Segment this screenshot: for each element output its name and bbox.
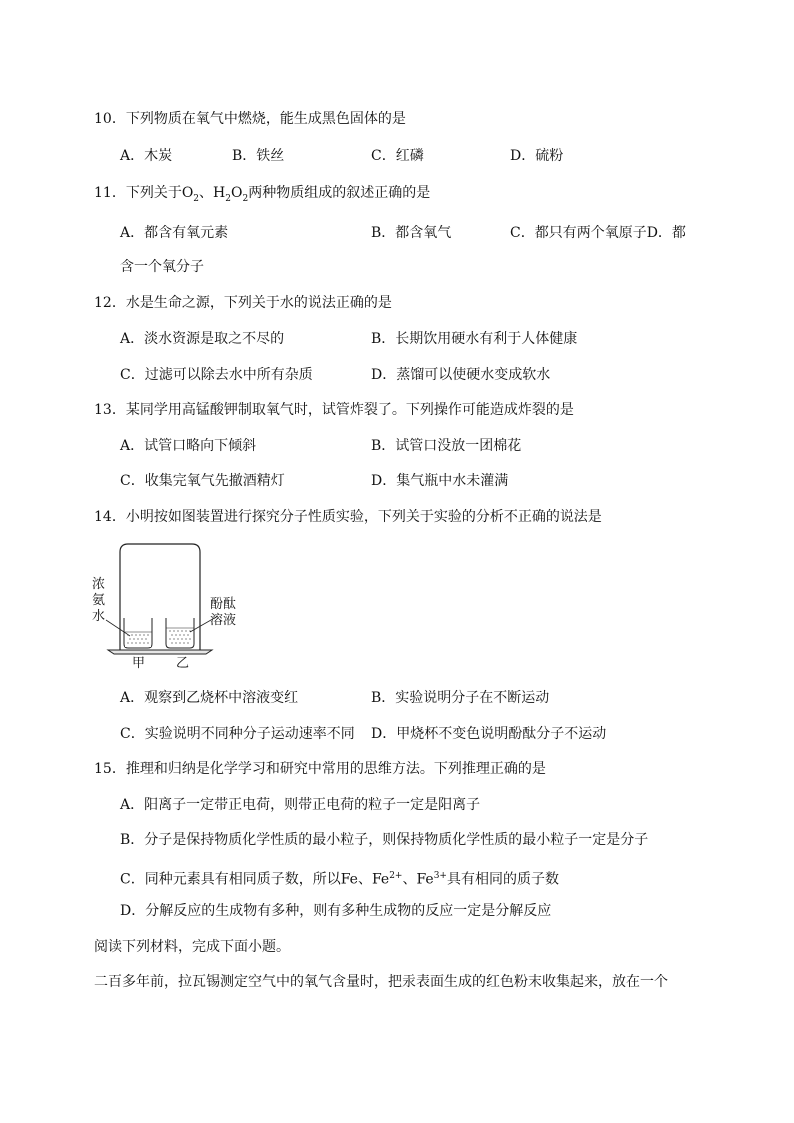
q12-option-c: C．过滤可以除去水中所有杂质: [120, 367, 313, 383]
q11-stem-sub: 2: [225, 193, 231, 204]
q11-stem-sub: 2: [242, 193, 249, 204]
q15-option-c-prefix: C．同种元素具有相同质子数，所以Fe、Fe: [120, 871, 390, 888]
q11-stem-mid: 、H: [199, 185, 226, 201]
label-left-2: 氨: [92, 593, 106, 608]
q11-stem: [94, 183, 430, 209]
label-left-3: 水: [92, 609, 106, 624]
q13-option-b: B．试管口没放一团棉花: [371, 438, 522, 454]
q10-option-b: B．铁丝: [232, 148, 285, 164]
label-left-1: 浓: [92, 577, 106, 592]
q14-stem: 14．小明按如图装置进行探究分子性质实验，下列关于实验的分析不正确的说法是: [94, 509, 602, 525]
q15-option-c-suffix: 具有相同的质子数: [446, 871, 559, 888]
reading-intro: 阅读下列材料，完成下面小题。: [94, 939, 290, 955]
label-beaker-b: 乙: [176, 656, 190, 671]
q15-option-c-mid: 、Fe: [402, 871, 434, 888]
q15-option-c-sup: 2+: [389, 871, 403, 881]
q11-option-a: A．都含有氧元素: [120, 225, 229, 241]
left-leader-line: [106, 620, 130, 636]
q10-option-d: D．硫粉: [510, 148, 564, 164]
q11-option-continuation: 含一个氧分子: [120, 259, 204, 275]
q15-option-c: [120, 866, 559, 890]
q11-stem-suffix: 两种物质组成的叙述正确的是: [248, 185, 431, 201]
q15-stem: 15．推理和归纳是化学学习和研究中常用的思维方法。下列推理正确的是: [94, 761, 546, 777]
molecule-experiment-diagram: [90, 540, 250, 672]
reading-text: 二百多年前，拉瓦锡测定空气中的氧气含量时，把汞表面生成的红色粉末收集起来，放在一个: [94, 974, 668, 990]
q13-option-c: C．收集完氧气先撤酒精灯: [120, 473, 285, 489]
q10-stem: 10．下列物质在氧气中燃烧，能生成黑色固体的是: [94, 111, 406, 127]
q15-option-d: D．分解反应的生成物有多种，则有多种生成物的反应一定是分解反应: [120, 903, 552, 919]
q11-stem-prefix: 11．下列关于O: [94, 185, 194, 201]
q12-option-d: D．蒸馏可以使硬水变成软水: [371, 367, 551, 383]
q12-option-b: B．长期饮用硬水有利于人体健康: [371, 331, 578, 347]
q13-stem: 13．某同学用高锰酸钾制取氧气时，试管炸裂了。下列操作可能造成炸裂的是: [94, 402, 574, 418]
label-right-2: 溶液: [210, 613, 237, 628]
q11-option-b: B．都含氧气: [371, 225, 452, 241]
beaker-b-liquid: [169, 630, 190, 643]
q15-option-a: A．阳离子一定带正电荷，则带正电荷的粒子一定是阳离子: [120, 797, 481, 813]
q15-option-c-sup: 3+: [433, 871, 447, 881]
q14-option-b: B．实验说明分子在不断运动: [371, 690, 550, 706]
q14-option-a: A．观察到乙烧杯中溶液变红: [120, 690, 299, 706]
q11-stem-sub: 2: [193, 193, 200, 204]
q10-option-c: C．红磷: [371, 148, 424, 164]
q15-option-b: B．分子是保持物质化学性质的最小粒子，则保持物质化学性质的最小粒子一定是分子: [120, 832, 649, 848]
q12-stem: 12．水是生命之源，下列关于水的说法正确的是: [94, 295, 392, 311]
q11-stem-mid: O: [230, 185, 243, 201]
q14-option-d: D．甲烧杯不变色说明酚酞分子不运动: [371, 726, 607, 742]
q13-option-d: D．集气瓶中水未灌满: [371, 473, 509, 489]
q14-option-c: C．实验说明不同种分子运动速率不同: [120, 726, 355, 742]
q10-option-a: A．木炭: [120, 148, 173, 164]
label-right-1: 酚酞: [210, 597, 237, 612]
base-plate: [108, 650, 212, 654]
q12-option-a: A．淡水资源是取之不尽的: [120, 331, 285, 347]
q13-option-a: A．试管口略向下倾斜: [120, 438, 257, 454]
label-beaker-a: 甲: [132, 656, 146, 671]
q11-option-c-d: C．都只有两个氧原子D．都: [510, 225, 686, 241]
